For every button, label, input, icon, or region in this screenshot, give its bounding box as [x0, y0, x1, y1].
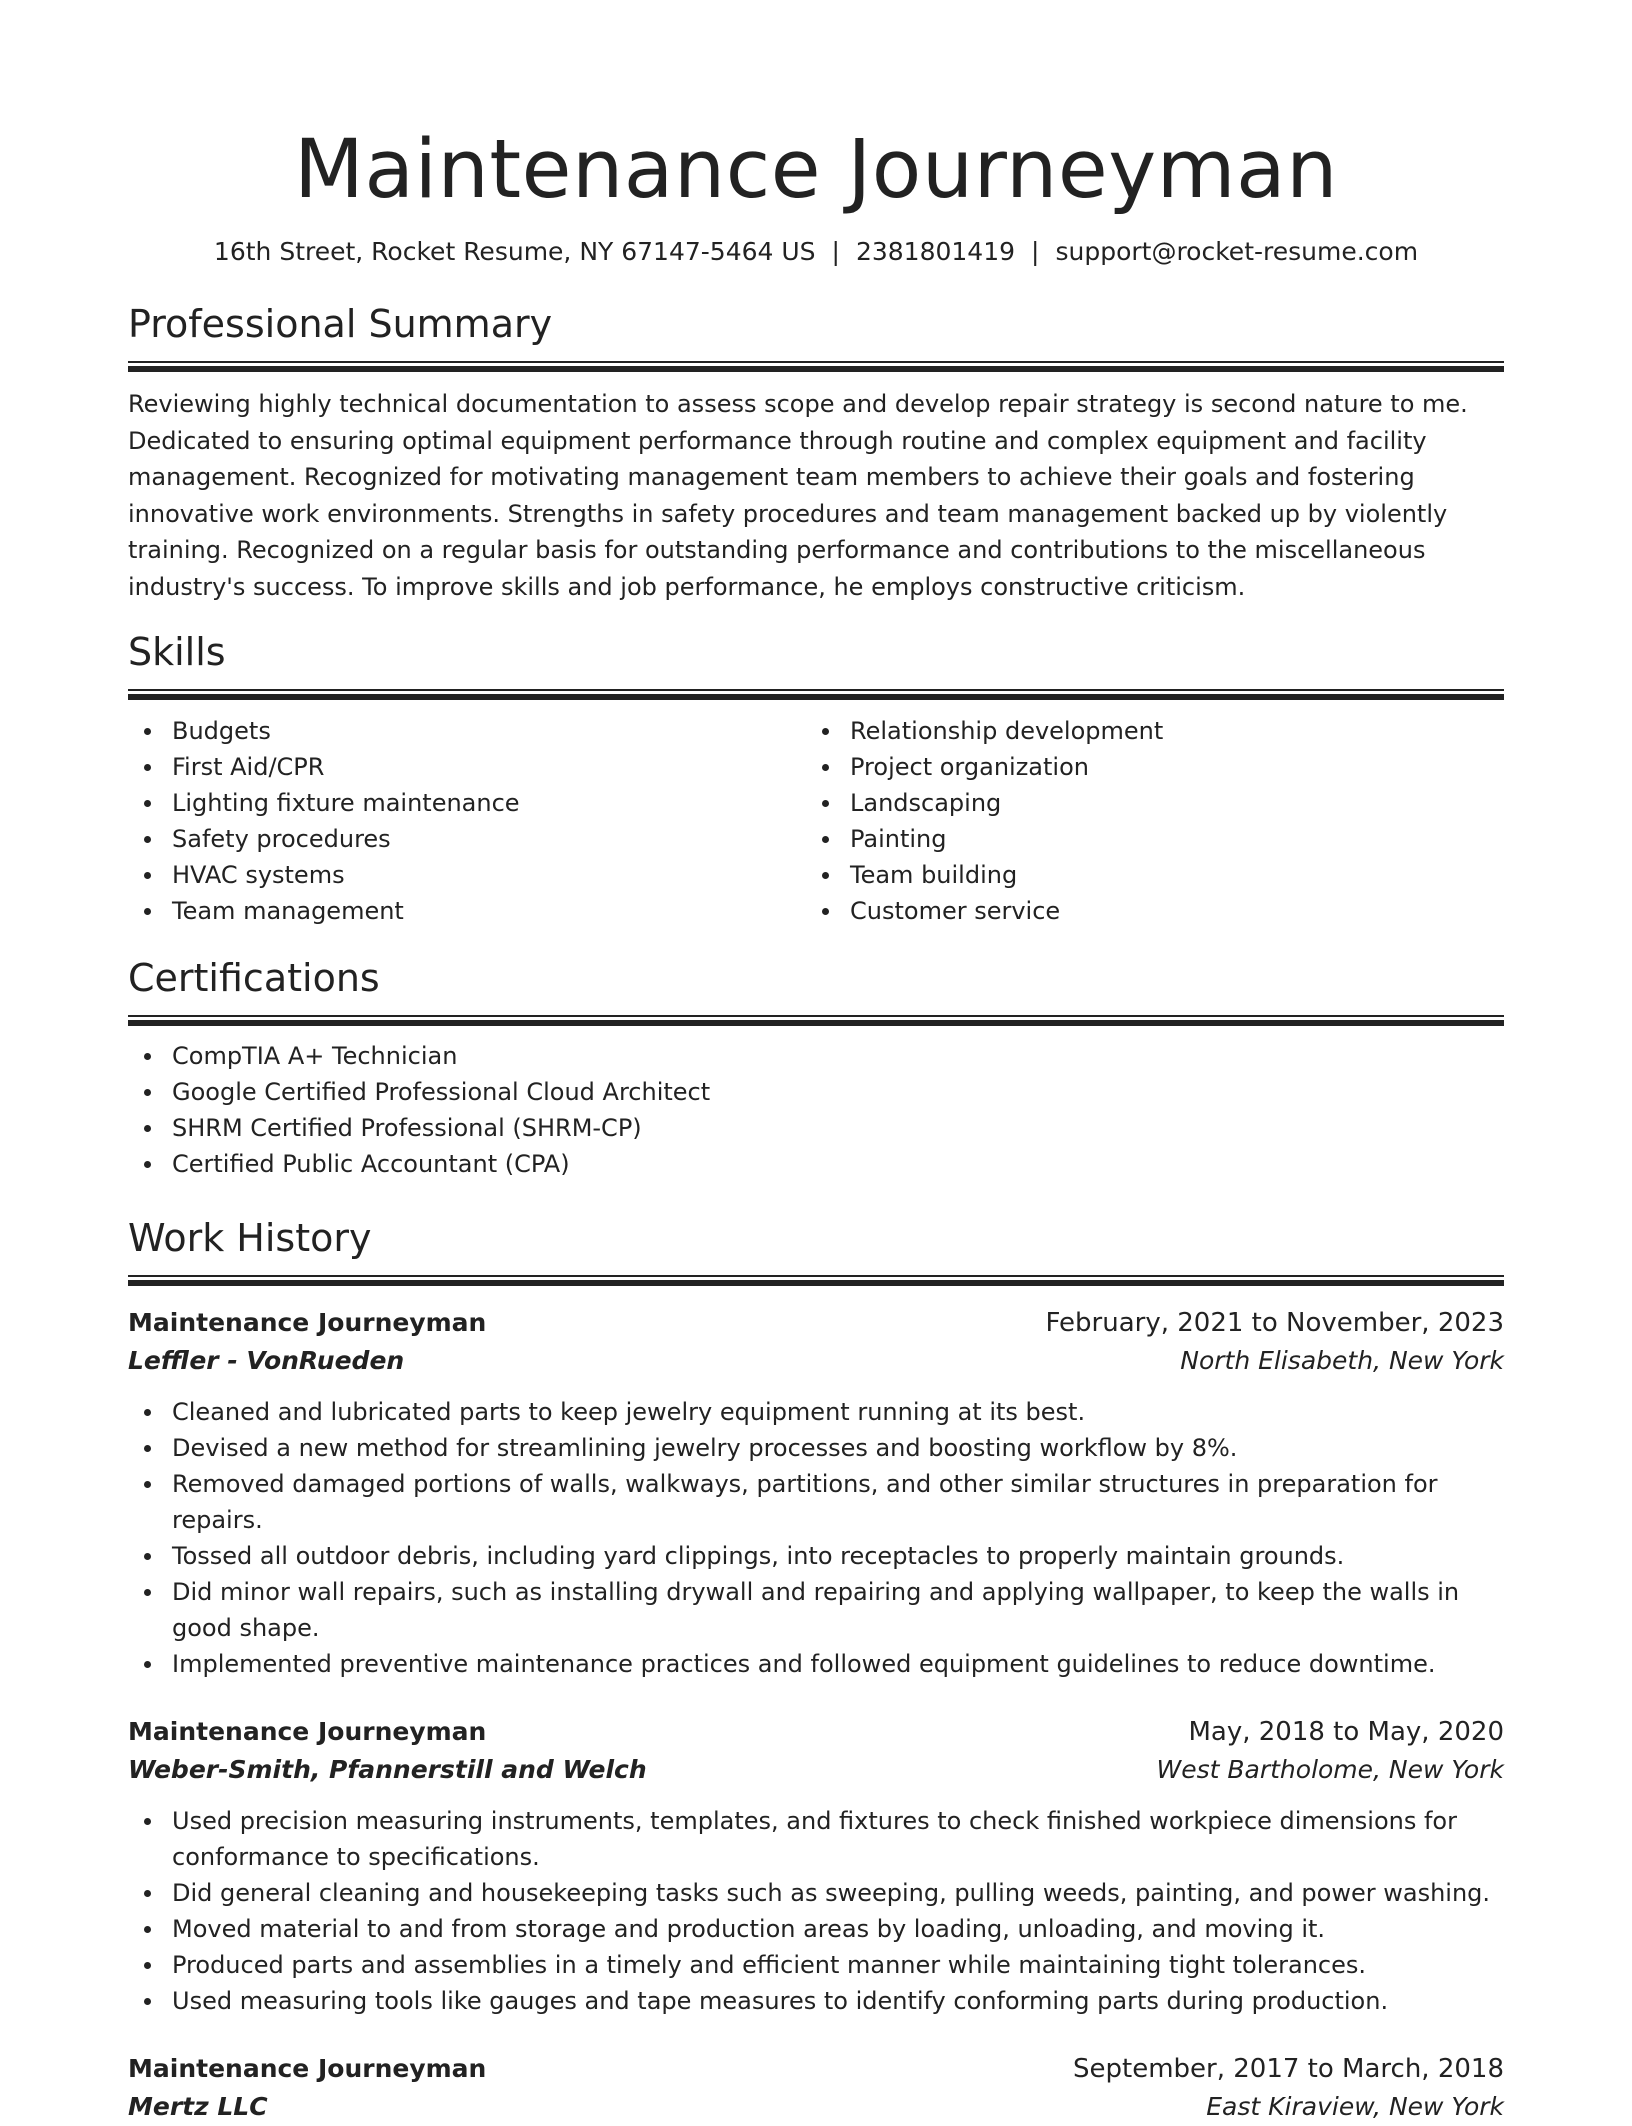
contact-address: 16th Street, Rocket Resume, NY 67147-5464 US [213, 237, 816, 266]
contact-phone: 2381801419 [855, 237, 1016, 266]
job-bullets [128, 1803, 1504, 2019]
job-header [128, 2050, 1504, 2088]
skill-item: Customer service [806, 893, 1484, 929]
job-bullet: Moved material to and from storage and production areas by loading, unloading, and moving it. [128, 1911, 1504, 1947]
job-bullet: Used precision measuring instruments, templates, and fixtures to check finished workpiece dimensions for conformance to specifications. [128, 1803, 1504, 1875]
work-history-section [128, 1213, 1504, 2126]
job-bullet: Implemented preventive maintenance practices and followed equipment guidelines to reduce downtime. [128, 1646, 1504, 1682]
job-entry [128, 1713, 1504, 2019]
skill-item: Team building [806, 857, 1484, 893]
certification-item: SHRM Certified Professional (SHRM-CP) [128, 1110, 1504, 1146]
job-location: North Elisabeth, New York [1180, 1346, 1504, 1375]
contact-email[interactable]: support@rocket-resume.com [1055, 237, 1419, 266]
certification-item: Google Certified Professional Cloud Architect [128, 1074, 1504, 1110]
certifications-list [128, 1038, 1504, 1182]
certification-item: Certified Public Accountant (CPA) [128, 1146, 1504, 1182]
skills-grid [128, 713, 1504, 929]
job-subheader [128, 1751, 1504, 1789]
job-company: Leffler - VonRueden [128, 1346, 405, 1375]
job-bullet: Used measuring tools like gauges and tape measures to identify conforming parts during production. [128, 1983, 1504, 2019]
job-entry [128, 1304, 1504, 1682]
summary-text: Reviewing highly technical documentation to assess scope and develop repair strategy is second nature to me. Dedicated to ensuring optimal equipment performance through routine and complex equipment and facility management. Recognized for motivating management team members to achieve their goals and fostering innovative work environments. Strengths in safety procedures and team management backed up by violently training. Recognized on a regular basis for outstanding performance and contributions to the miscellaneous industry's success. To improve skills and job performance, he employs constructive criticism. [128, 390, 1468, 601]
job-header [128, 1304, 1504, 1342]
skill-item: Painting [806, 821, 1484, 857]
job-bullet: Did general cleaning and housekeeping tasks such as sweeping, pulling weeds, painting, and power washing. [128, 1875, 1504, 1911]
job-title: Maintenance Journeyman [128, 1717, 487, 1746]
job-bullet: Cleaned and lubricated parts to keep jewelry equipment running at its best. [128, 1394, 1504, 1430]
job-bullets [128, 1394, 1504, 1682]
job-bullet: Devised a new method for streamlining jewelry processes and boosting workflow by 8%. [128, 1430, 1504, 1466]
skill-item: Budgets [128, 713, 806, 749]
certification-item: CompTIA A+ Technician [128, 1038, 1504, 1074]
section-divider [128, 689, 1504, 700]
job-bullet: Tossed all outdoor debris, including yard clippings, into receptacles to properly maintain grounds. [128, 1538, 1504, 1574]
job-bullet: Produced parts and assemblies in a timely and efficient manner while maintaining tight tolerances. [128, 1947, 1504, 1983]
section-divider [128, 1015, 1504, 1026]
job-header [128, 1713, 1504, 1751]
candidate-name: Maintenance Journeyman [293, 123, 1339, 217]
contact-separator: | [831, 237, 840, 266]
job-title: Maintenance Journeyman [128, 2054, 487, 2083]
skill-item: Lighting fixture maintenance [128, 785, 806, 821]
skill-item: First Aid/CPR [128, 749, 806, 785]
job-subheader [128, 1342, 1504, 1380]
skill-item: Project organization [806, 749, 1484, 785]
job-dates: May, 2018 to May, 2020 [1188, 1717, 1504, 1747]
skills-column-left [128, 713, 806, 929]
job-dates: September, 2017 to March, 2018 [1073, 2054, 1504, 2084]
job-company: Weber-Smith, Pfannerstill and Welch [128, 1755, 647, 1784]
section-title-skills: Skills [128, 630, 226, 674]
job-bullet: Did minor wall repairs, such as installing drywall and repairing and applying wallpaper, to keep the walls in good shape. [128, 1574, 1504, 1646]
skill-item: Safety procedures [128, 821, 806, 857]
skill-item: Relationship development [806, 713, 1484, 749]
job-dates: February, 2021 to November, 2023 [1045, 1308, 1504, 1338]
section-title-summary: Professional Summary [128, 302, 553, 346]
skill-item: Team management [128, 893, 806, 929]
skills-section [128, 627, 1504, 929]
contact-separator: | [1031, 237, 1040, 266]
job-title: Maintenance Journeyman [128, 1308, 487, 1337]
certifications-section [128, 953, 1504, 1182]
section-title-work-history: Work History [128, 1216, 372, 1260]
skill-item: Landscaping [806, 785, 1484, 821]
job-company: Mertz LLC [128, 2092, 268, 2121]
section-divider [128, 361, 1504, 372]
resume-page [128, 0, 1504, 2126]
job-subheader [128, 2088, 1504, 2126]
job-location: East Kiraview, New York [1206, 2092, 1504, 2121]
skill-item: HVAC systems [128, 857, 806, 893]
contact-line [128, 234, 1504, 270]
summary-section [128, 299, 1504, 605]
section-divider [128, 1275, 1504, 1286]
job-entry [128, 2050, 1504, 2126]
skills-column-right [806, 713, 1484, 929]
job-location: West Bartholome, New York [1156, 1755, 1504, 1784]
section-title-certifications: Certifications [128, 956, 380, 1000]
job-bullet: Removed damaged portions of walls, walkways, partitions, and other similar structures in preparation for repairs. [128, 1466, 1504, 1538]
